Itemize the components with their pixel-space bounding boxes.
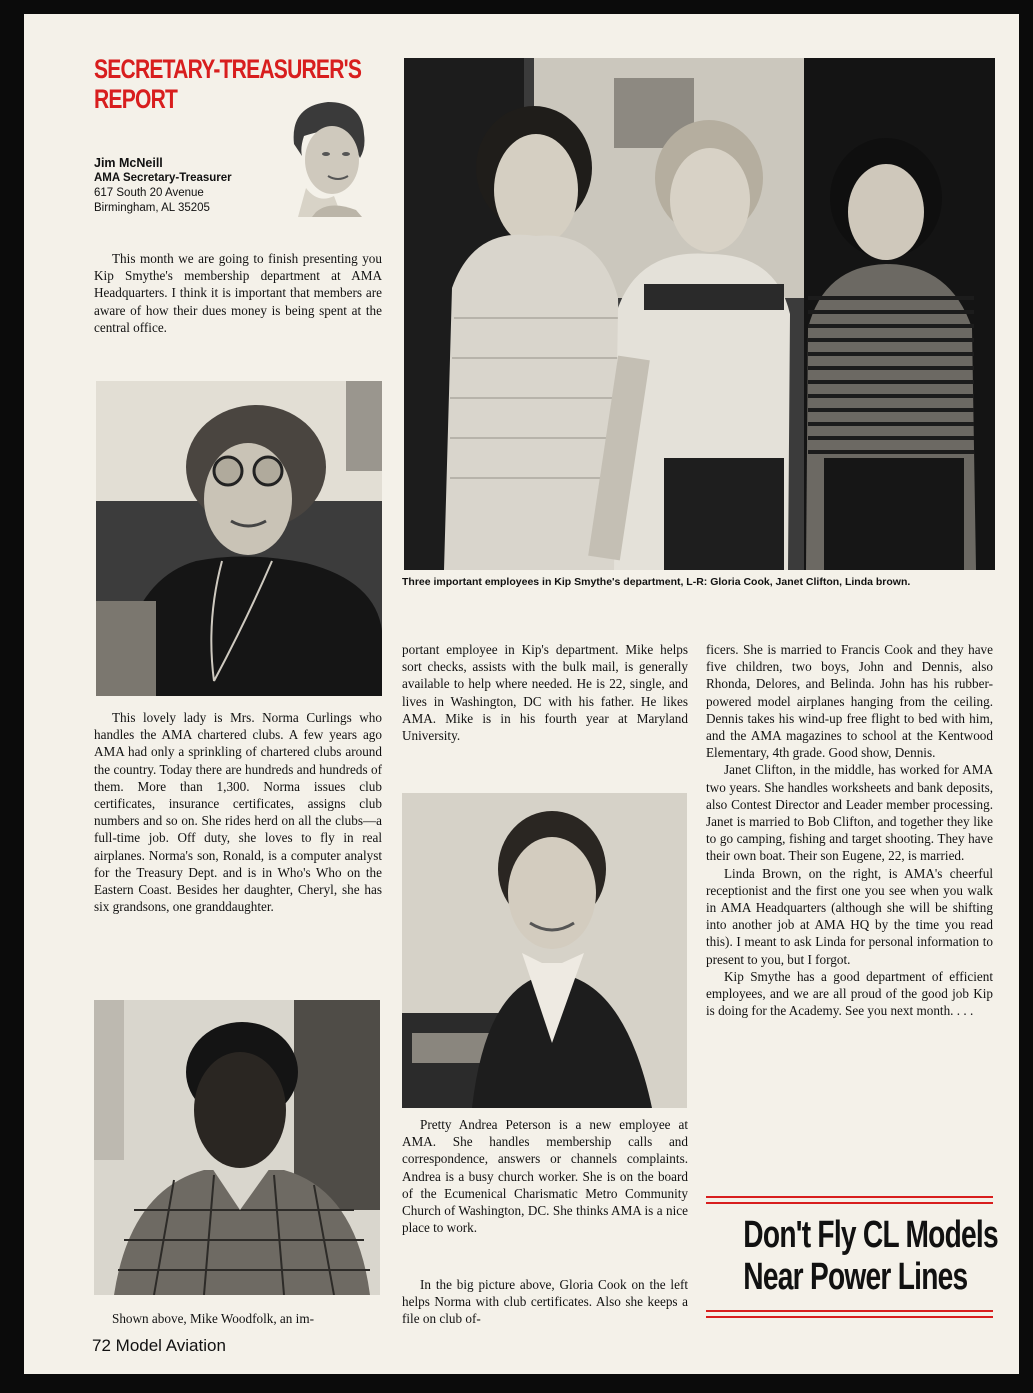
norma-paragraph: This lovely lady is Mrs. Norma Curlings who handles the AMA chartered clubs. A few years ago AMA had only a sprinkling of chartered clubs around the country. Today there are hundreds and hundreds of them. More than 1,300. Norma issues club certificates, insurance certificates, assigns club numbers and so on. She rides herd on all the clubs—a full-time job. Off duty, she loves to fly in real airplanes. Norma's son, Ronald, is a computer analyst for the Treasury Dept. and is in Who's Who on the Eastern Coast. Besides her daughter, Cheryl, she has six grandsons, one granddaughter.	[94, 710, 382, 915]
photo-three-employees	[404, 58, 995, 570]
mike-text-start	[94, 1310, 382, 1327]
ad-top-rule	[706, 1196, 993, 1198]
page-number: 72	[92, 1336, 111, 1355]
photo-norma-curlings	[96, 381, 382, 696]
author-portrait	[276, 92, 376, 217]
column-three-text	[706, 641, 993, 1019]
gloria-text-start	[402, 1276, 688, 1328]
mike-paragraph-start: Shown above, Mike Woodfolk, an im-	[112, 1311, 314, 1326]
andrea-text	[402, 1116, 688, 1236]
closing-paragraph: Kip Smythe has a good department of efficient employees, and we are all proud of the good job Kip is doing for the Academy. See you next month. . . .	[706, 968, 993, 1019]
andrea-paragraph: Pretty Andrea Peterson is a new employee at AMA. She handles membership calls and correspondence, answers or channels complaints. Andrea is a busy church worker. She is on the board of the Ecumenical Charismatic Metro Community Church of Washington, DC. She thinks AMA is a nice place to work.	[402, 1117, 688, 1236]
author-address-line-2: Birmingham, AL 35205	[94, 202, 210, 214]
gloria-paragraph-continued: ficers. She is married to Francis Cook and they have five children, two boys, John and Dennis, also Rhonda, Delores, and Belinda. John has his rubber-powered model airplanes hanging from the ceiling. Dennis takes his wind-up free flight to bed with him, and the AMA magazines to school at the Kentwood Elementary, 4th grade. Good show, Dennis.	[706, 642, 993, 761]
author-address-line-1: 617 South 20 Avenue	[94, 187, 204, 199]
norma-text	[94, 709, 382, 915]
ad-line-2: Near Power Lines	[743, 1256, 968, 1298]
gloria-paragraph-start: In the big picture above, Gloria Cook on the left helps Norma with club certificates. Also she keeps a file on club of-	[402, 1277, 688, 1327]
title-line-1: SECRETARY-TREASURER'S	[94, 54, 362, 84]
safety-ad	[706, 1214, 998, 1298]
magazine-page	[24, 14, 1019, 1374]
author-name: Jim McNeill	[94, 156, 163, 170]
page-footer	[92, 1336, 226, 1356]
author-block	[94, 156, 294, 216]
ad-line-1: Don't Fly CL Models	[743, 1214, 998, 1256]
mike-paragraph-continued: portant employee in Kip's department. Mike helps sort checks, assists with the bulk mail, is generally available to help where needed. He is 22, single, and lives in Washington, DC with his father. He likes AMA. Mike is in his fourth year at Maryland University.	[402, 642, 688, 744]
intro-text	[94, 250, 382, 336]
intro-paragraph: This month we are going to finish presenting you Kip Smythe's membership department at AMA Headquarters. I think it is important that members are aware of how their dues money is being spent at the central office.	[94, 251, 382, 335]
mike-text-continued	[402, 641, 688, 744]
photo-mike-woodfolk	[94, 1000, 380, 1295]
magazine-name: Model Aviation	[115, 1336, 226, 1355]
title-line-2: REPORT	[94, 84, 178, 114]
ad-bottom-rule	[706, 1310, 993, 1312]
ad-top-rule-2	[706, 1202, 993, 1204]
photo-andrea-peterson	[402, 793, 687, 1108]
linda-paragraph: Linda Brown, on the right, is AMA's cheerful receptionist and the first one you see when you walk in AMA Headquarters (although she will be shifting into another job at AMA HQ by the time you read this). I meant to ask Linda for personal information to present to you, but I forgot.	[706, 865, 993, 967]
janet-paragraph: Janet Clifton, in the middle, has worked for AMA two years. She handles worksheets and bank deposits, also Contest Director and Leader member processing. Janet is married to Bob Clifton, and together they like to go camping, fishing and target shooting. They have their own boat. Their son Eugene, 22, is married.	[706, 762, 993, 864]
main-photo-caption: Three important employees in Kip Smythe's department, L-R: Gloria Cook, Janet Clifton, Linda brown.	[402, 576, 911, 588]
ad-bottom-rule-2	[706, 1316, 993, 1318]
author-role: AMA Secretary-Treasurer	[94, 172, 232, 184]
